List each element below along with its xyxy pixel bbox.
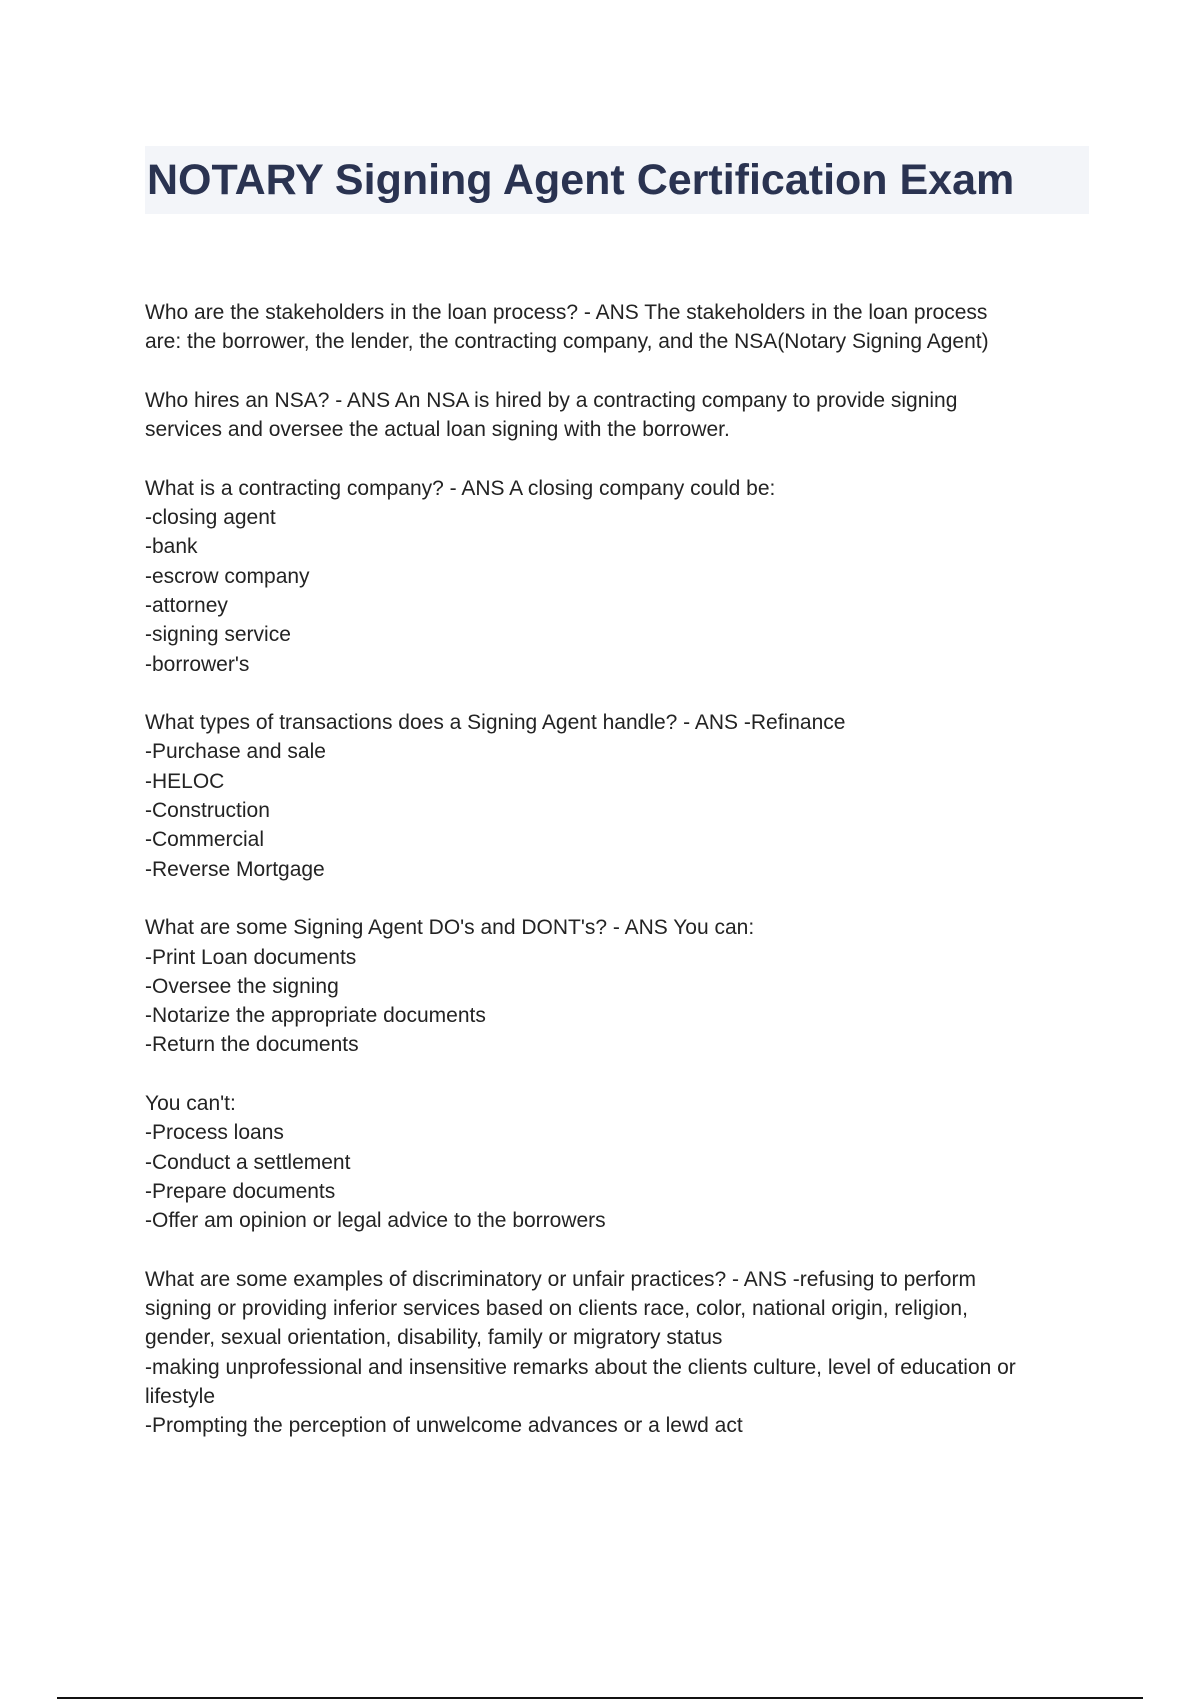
- qa-text: [145, 913, 1085, 1059]
- list-item: -Oversee the signing: [145, 974, 339, 998]
- list-item: -Conduct a settlement: [145, 1150, 351, 1174]
- list-item: -Process loans: [145, 1121, 284, 1145]
- document-title: NOTARY Signing Agent Certification Exam: [147, 156, 1015, 204]
- qa-line: What types of transactions does a Signing Agent handle? - ANS -Refinance: [145, 711, 846, 735]
- qa-text: [145, 1089, 1085, 1235]
- list-item: -attorney: [145, 593, 228, 617]
- list-item: -closing agent: [145, 506, 276, 530]
- title-banner: [145, 146, 1089, 214]
- list-item: -Commercial: [145, 828, 265, 852]
- list-item: -Prepare documents: [145, 1179, 336, 1203]
- list-item: -Purchase and sale: [145, 740, 326, 764]
- list-item: -escrow company: [145, 564, 310, 588]
- list-item: -Print Loan documents: [145, 945, 357, 969]
- qa-text: [145, 708, 1085, 884]
- list-item: -Prompting the perception of unwelcome advances or a lewd act: [145, 1414, 743, 1438]
- list-item: -bank: [145, 535, 198, 559]
- qa-line: services and oversee the actual loan signing with the borrower.: [145, 418, 730, 442]
- qa-line: are: the borrower, the lender, the contracting company, and the NSA(Notary Signing Agent): [145, 330, 989, 354]
- qa-line: Who hires an NSA? - ANS An NSA is hired by a contracting company to provide signing: [145, 388, 958, 412]
- qa-block-who-hires-nsa: [145, 386, 1085, 445]
- list-item: -signing service: [145, 623, 291, 647]
- list-item: -HELOC: [145, 769, 225, 793]
- qa-line: What are some Signing Agent DO's and DONT's? - ANS You can:: [145, 916, 755, 940]
- list-item: -Notarize the appropriate documents: [145, 1004, 486, 1028]
- qa-line: gender, sexual orientation, disability, family or migratory status: [145, 1326, 723, 1350]
- footer-divider: [57, 1697, 1143, 1699]
- qa-line: signing or providing inferior services based on clients race, color, national origin, religion,: [145, 1297, 968, 1321]
- qa-block-unfair-practices: [145, 1265, 1085, 1441]
- qa-line: What are some examples of discriminatory or unfair practices? - ANS -refusing to perform: [145, 1267, 976, 1291]
- list-item: -borrower's: [145, 652, 250, 676]
- qa-block-dos-and-donts: [145, 913, 1085, 1059]
- qa-line: You can't:: [145, 1092, 236, 1116]
- qa-text: [145, 298, 1085, 357]
- list-item: -Construction: [145, 799, 270, 823]
- qa-text: [145, 474, 1085, 679]
- qa-block-contracting-company: [145, 474, 1085, 679]
- qa-line: Who are the stakeholders in the loan process? - ANS The stakeholders in the loan process: [145, 301, 988, 324]
- qa-block-you-cant: [145, 1089, 1085, 1235]
- list-item: -Return the documents: [145, 1033, 359, 1057]
- qa-line: What is a contracting company? - ANS A closing company could be:: [145, 476, 776, 500]
- qa-text: [145, 1265, 1085, 1441]
- qa-line: lifestyle: [145, 1384, 216, 1408]
- qa-block-transaction-types: [145, 708, 1085, 884]
- qa-text: [145, 386, 1085, 445]
- list-item: -Offer am opinion or legal advice to the borrowers: [145, 1209, 606, 1233]
- qa-content: [145, 298, 1085, 1470]
- list-item: -Reverse Mortgage: [145, 857, 325, 881]
- qa-block-stakeholders: [145, 298, 1085, 357]
- list-item: -making unprofessional and insensitive remarks about the clients culture, level of education or: [145, 1355, 1016, 1379]
